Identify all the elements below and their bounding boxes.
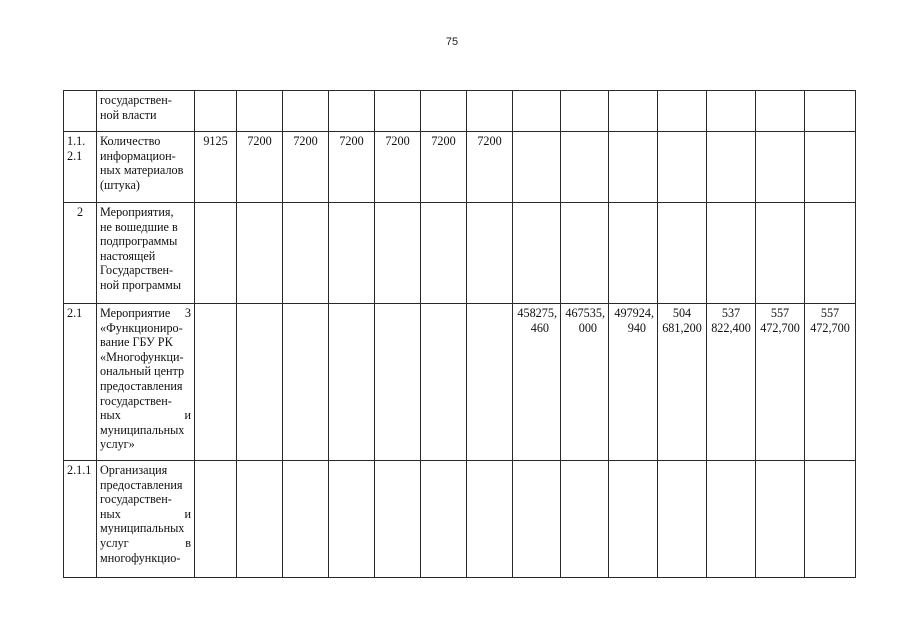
money-cell [707,132,756,203]
row-name-line: Организация [100,463,168,477]
money-cell [658,132,707,203]
money-line: 497924, [614,306,654,320]
money-cell [561,91,609,132]
money-cell [609,132,658,203]
money-cell [513,203,561,304]
row-name-line: Мероприятия, [100,205,174,219]
row-code-line: 2.1 [67,148,83,163]
money-cell [513,304,561,461]
money-cell [707,203,756,304]
count-cell: 9125 [195,132,237,203]
row-name-word: Мероприятие [100,306,171,320]
row-name-cell [97,132,195,203]
money-cell [805,461,856,578]
money-cell [609,91,658,132]
row-name-line: вание ГБУ РК [100,335,173,350]
count-cell [195,461,237,578]
table-row [64,91,856,132]
row-name-line: Государствен- [100,263,174,278]
row-name-line: подпрограммы [100,234,178,249]
row-name-line [100,507,191,522]
table-row [64,203,856,304]
row-name-line: ной программы [100,277,182,292]
row-name-line: предоставления [100,378,183,393]
count-cell [421,91,467,132]
money-line: 940 [627,320,646,335]
row-name-word: в [185,535,191,550]
row-name-line: государствен- [100,93,172,107]
count-cell [329,461,375,578]
count-cell [467,203,513,304]
count-cell [283,461,329,578]
row-name-word: ных [100,408,121,423]
money-cell [658,203,707,304]
row-code-cell [64,132,97,203]
row-name-line: не вошедшие в [100,219,178,234]
money-cell [561,203,609,304]
row-name-line: государствен- [100,393,172,408]
row-name-line: государствен- [100,492,172,507]
money-line: 681,200 [662,320,702,335]
row-name-word: услуг [100,535,129,550]
row-code-line: 2.1 [67,306,83,320]
count-cell [467,461,513,578]
money-cell [805,304,856,461]
row-name-line: информацион- [100,148,176,163]
row-code-line: 1.1. [67,134,86,148]
row-name-line: ных материалов [100,163,184,178]
count-cell [329,304,375,461]
money-cell [756,203,805,304]
page-number: 75 [445,36,459,48]
count-cell [283,203,329,304]
row-name-line: настоящей [100,248,156,263]
document-table [63,90,856,578]
row-name-line: ной власти [100,107,157,122]
money-cell [609,304,658,461]
row-name-line [100,306,191,321]
row-name-word: ных [100,506,121,521]
row-code-cell [64,91,97,132]
count-cell [283,304,329,461]
count-cell [467,91,513,132]
count-cell [195,91,237,132]
money-line: 557 [770,306,790,320]
money-cell [707,91,756,132]
count-cell [195,304,237,461]
money-cell [561,461,609,578]
row-code-cell [64,203,97,304]
money-cell [756,461,805,578]
row-code-cell [64,304,97,461]
money-cell [561,132,609,203]
count-cell: 7200 [467,132,513,203]
money-cell [805,91,856,132]
count-cell [375,304,421,461]
row-name-line [100,408,191,423]
money-cell [658,461,707,578]
money-cell [609,461,658,578]
money-cell [756,304,805,461]
count-cell [195,203,237,304]
money-line: 000 [578,320,597,335]
money-cell [805,203,856,304]
money-cell [513,91,561,132]
row-name-line: «Функциониро- [100,320,183,335]
count-cell: 7200 [237,132,283,203]
table-row [64,304,856,461]
row-name-line: муниципальных [100,422,185,437]
row-name-line: услуг» [100,437,135,452]
money-cell [513,461,561,578]
count-cell: 7200 [375,132,421,203]
count-cell [375,461,421,578]
row-name-line: ональный центр [100,364,185,379]
row-name-line: «Многофункци- [100,349,184,364]
money-cell [756,91,805,132]
row-code-line: 2 [76,205,84,219]
money-line: 537 [721,306,741,320]
row-name-line: Количество [100,134,161,148]
row-name-word: и [184,408,191,423]
count-cell [237,203,283,304]
row-name-word: 3 [184,306,191,320]
count-cell [421,461,467,578]
count-cell [421,203,467,304]
row-code-line: 2.1.1 [67,463,92,477]
money-cell [658,304,707,461]
row-name-cell [97,461,195,578]
count-cell [237,304,283,461]
row-name-cell [97,304,195,461]
money-line: 472,700 [810,320,850,335]
money-cell [561,304,609,461]
money-line: 467535, [565,306,605,320]
count-cell [329,91,375,132]
money-cell [513,132,561,203]
row-name-line [100,536,191,551]
table-row [64,132,856,203]
row-name-line: муниципальных [100,521,185,536]
money-cell [707,304,756,461]
row-code-cell [64,461,97,578]
money-cell [609,203,658,304]
row-name-line: предоставления [100,477,183,492]
count-cell [421,304,467,461]
count-cell [283,91,329,132]
row-name-cell [97,91,195,132]
count-cell [237,91,283,132]
count-cell [467,304,513,461]
money-cell [756,132,805,203]
money-line: 460 [530,320,549,335]
count-cell [237,461,283,578]
row-name-line: (штука) [100,177,140,192]
money-cell [805,132,856,203]
money-line: 504 [672,306,692,320]
count-cell: 7200 [283,132,329,203]
count-cell: 7200 [421,132,467,203]
table-row [64,461,856,578]
row-name-line: многофункцио- [100,550,181,565]
count-cell [329,203,375,304]
money-line: 472,700 [760,320,800,335]
money-cell [707,461,756,578]
row-name-word: и [184,506,191,521]
money-line: 458275, [517,306,557,320]
money-cell [658,91,707,132]
money-line: 557 [820,306,840,320]
row-name-cell [97,203,195,304]
count-cell [375,203,421,304]
money-line: 822,400 [711,320,751,335]
count-cell: 7200 [329,132,375,203]
count-cell [375,91,421,132]
